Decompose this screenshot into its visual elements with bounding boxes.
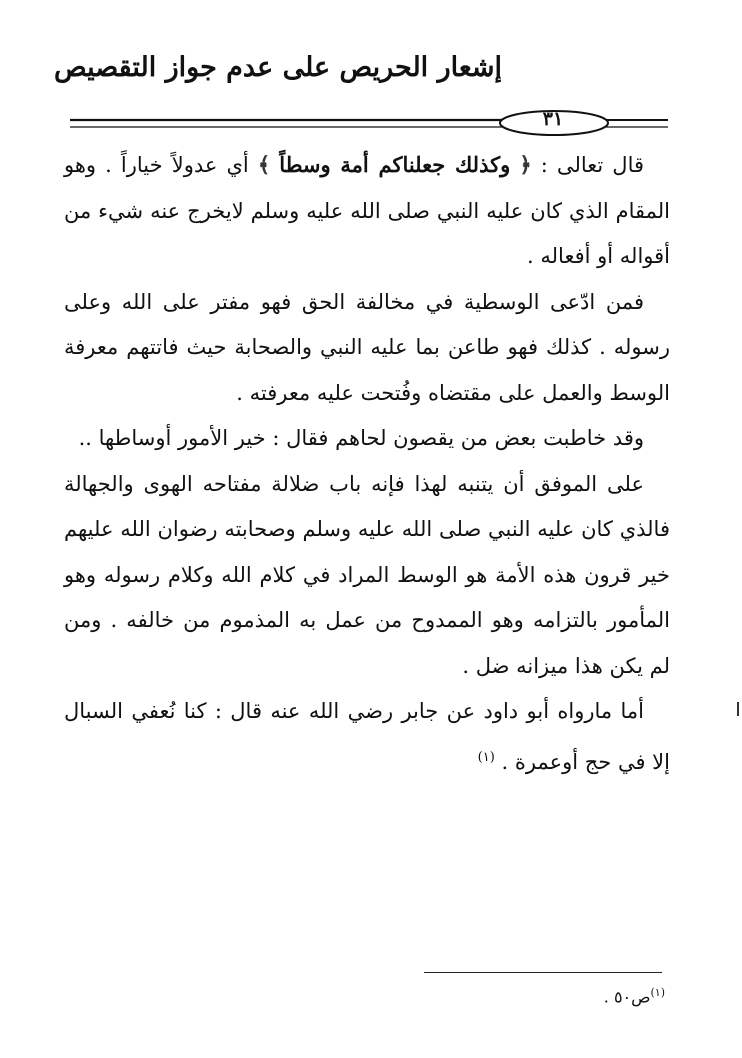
body-text (64, 142, 670, 785)
paragraph-4: على الموفق أن يتنبه لهذا فإنه باب ضلالة مفتاحه الهوى والجهالة فالذي كان عليه النبي صلى الله عليه وسلم وصحابته رضوان الله عليهم خير قرون هذه الأمة هو الوسط المراد في كلام الله وكلام رسوله وهو المأمور بالتزامه وهو الممدوح من عمل به المذموم من خالفه . ومن لم يكن هذا ميزانه ضل . (64, 471, 670, 678)
footnote-text: ص٥٠ . (603, 987, 651, 1007)
page-number: ٣١ (542, 108, 564, 130)
paragraph-1 (64, 142, 670, 280)
quran-open-bracket: ﴿ (519, 152, 532, 177)
footnote-reference: (١) (477, 749, 495, 765)
quran-verse: وكذلك جعلناكم أمة وسطاً (279, 152, 511, 177)
page-header-title: إشعار الحريص على عدم جواز التقصيص (54, 52, 502, 83)
footnote (420, 986, 665, 1006)
paragraph-2: فمن ادّعى الوسطية في مخالفة الحق فهو مفتر على الله وعلى رسوله . كذلك فهو طاعن بما عليه النبي والصحابة حيث فاتتهم معرفة الوسط والعمل على مقتضاه وفُتحت عليه معرفته . (64, 289, 670, 405)
p1-rest: أي عدولاً خياراً . وهو المقام الذي كان عليه النبي صلى الله عليه وسلم لايخرج عنه شيء من أقواله أو أفعاله . (64, 153, 670, 268)
footnote-divider (424, 972, 662, 973)
paragraph-5 (64, 689, 670, 785)
p1-intro: قال تعالى : (540, 153, 645, 177)
margin-mark (737, 702, 739, 716)
paragraph-3: وقد خاطبت بعض من يقصون لحاهم فقال : خير الأمور أوساطها .. (78, 426, 644, 450)
quran-close-bracket: ﴾ (257, 152, 271, 177)
footnote-marker: (١) (650, 986, 665, 999)
p5-text: أما مارواه أبو داود عن جابر رضي الله عنه قال : كنا نُعفي السبال إلا في حج أوعمرة . (64, 699, 670, 774)
